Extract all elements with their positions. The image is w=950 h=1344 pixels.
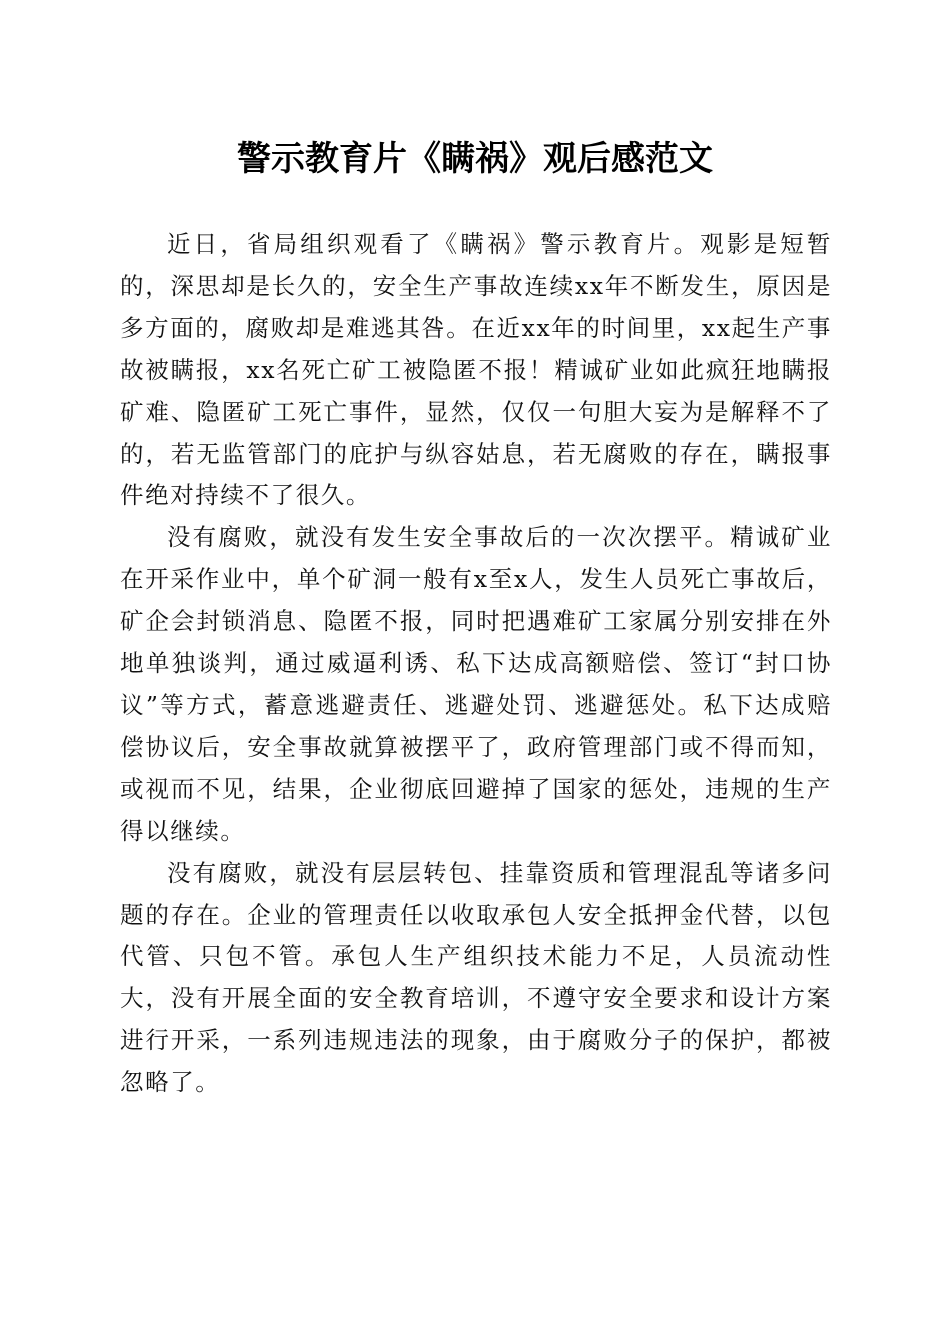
document-body [120, 224, 832, 1104]
paragraph-2: 没有腐败，就没有发生安全事故后的一次次摆平。精诚矿业在开采作业中，单个矿洞一般有x至x人，发生人员死亡事故后，矿企会封锁消息、隐匿不报，同时把遇难矿工家属分别安排在外地单独谈判，通过威逼利诱、私下达成高额赔偿、签订“封口协议”等方式，蓄意逃避责任、逃避处罚、逃避惩处。私下达成赔偿协议后，安全事故就算被摆平了，政府管理部门或不得而知，或视而不见，结果，企业彻底回避掉了国家的惩处，违规的生产得以继续。 [120, 523, 832, 845]
paragraph-1: 近日，省局组织观看了《瞒祸》警示教育片。观影是短暂的，深思却是长久的，安全生产事故连续xx年不断发生，原因是多方面的，腐败却是难逃其咎。在近xx年的时间里，xx起生产事故被瞒报，xx名死亡矿工被隐匿不报！精诚矿业如此疯狂地瞒报矿难、隐匿矿工死亡事件，显然，仅仅一句胆大妄为是解释不了的，若无监管部门的庇护与纵容姑息，若无腐败的存在，瞒报事件绝对持续不了很久。 [120, 230, 833, 510]
document-title: 警示教育片《瞒祸》观后感范文 [237, 139, 713, 179]
paragraph-3: 没有腐败，就没有层层转包、挂靠资质和管理混乱等诸多问题的存在。企业的管理责任以收取承包人安全抵押金代替，以包代管、只包不管。承包人生产组织技术能力不足，人员流动性大，没有开展全面的安全教育培训，不遵守安全要求和设计方案进行开采，一系列违规违法的现象，由于腐败分子的保护，都被忽略了。 [120, 858, 832, 1097]
